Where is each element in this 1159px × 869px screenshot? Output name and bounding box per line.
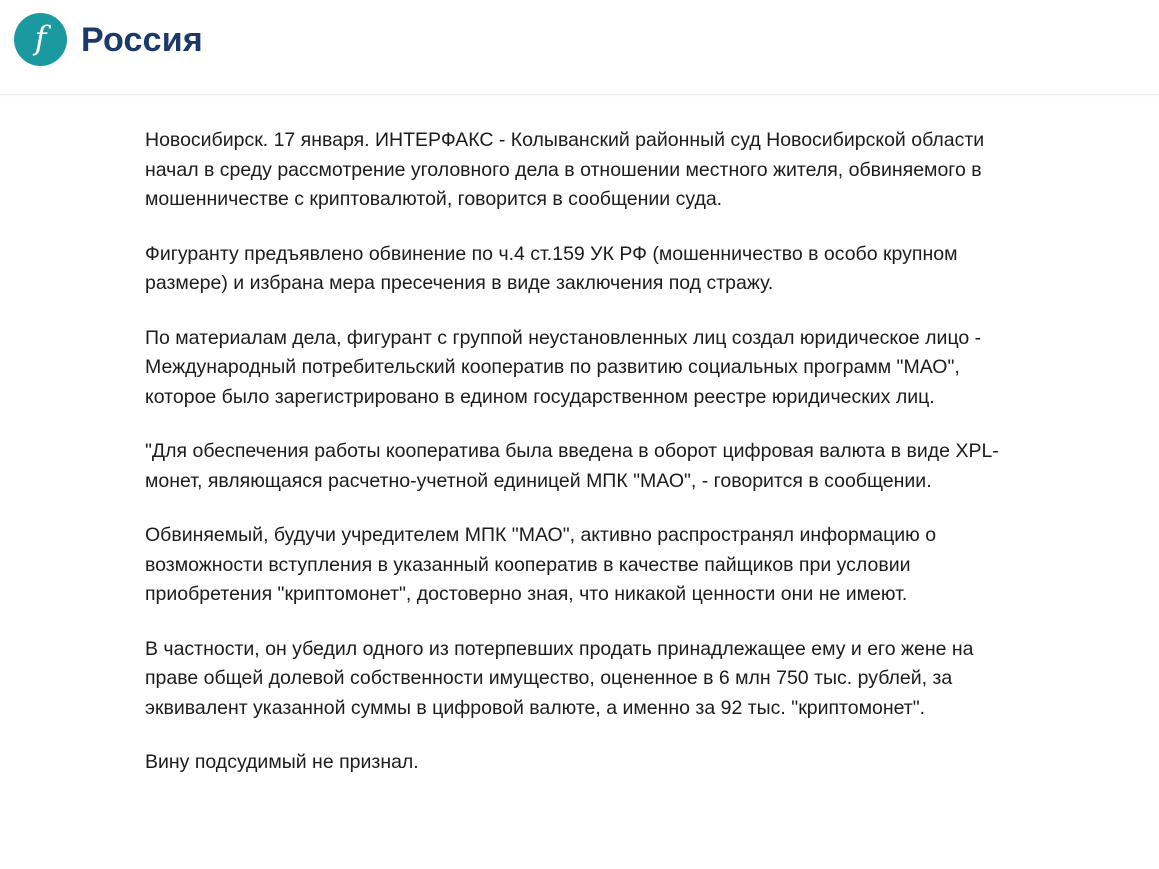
article-paragraph: Фигуранту предъявлено обвинение по ч.4 ст.159 УК РФ (мошенничество в особо крупном размере) и избрана мера пресечения в виде заключения под стражу.	[145, 242, 958, 294]
article-body	[145, 126, 1005, 803]
interfax-f-logo-icon	[14, 13, 67, 66]
article-paragraph: "Для обеспечения работы кооператива была введена в оборот цифровая валюта в виде XPL-монет, являющаяся расчетно-учетной единицей МПК "МАО", - говорится в сообщении.	[145, 440, 999, 492]
section-title: Россия	[81, 20, 203, 59]
logo-letter: f	[34, 19, 47, 57]
article-paragraph: Обвиняемый, будучи учредителем МПК "МАО", активно распространял информацию о возможности вступления в указанный кооператив в качестве пайщиков при условии приобретения "криптомонет", достоверно зная, что никакой ценности они не имеют.	[145, 524, 937, 605]
article-paragraph: В частности, он убедил одного из потерпевших продать принадлежащее ему и его жене на праве общей долевой собственности имущество, оцененное в 6 млн 750 тыс. рублей, за эквивалент указанной суммы в цифровой валюте, а именно за 92 тыс. "криптомонет".	[145, 637, 974, 719]
article-paragraph: По материалам дела, фигурант с группой неустановленных лиц создал юридическое лицо - Международный потребительский кооператив по развитию социальных программ "МАО", которое было зарегистрировано в едином государственном реестре юридических лиц.	[145, 326, 982, 408]
logo-link[interactable]	[14, 13, 203, 66]
article-paragraph: Вину подсудимый не признал.	[145, 751, 419, 773]
article-paragraph: Новосибирск. 17 января. ИНТЕРФАКС - Колыванский районный суд Новосибирской области начал в среду рассмотрение уголовного дела в отношении местного жителя, обвиняемого в мошенничестве с криптовалютой, говорится в сообщении суда.	[145, 129, 985, 210]
logo-svg	[14, 13, 67, 66]
site-header	[0, 0, 1159, 95]
